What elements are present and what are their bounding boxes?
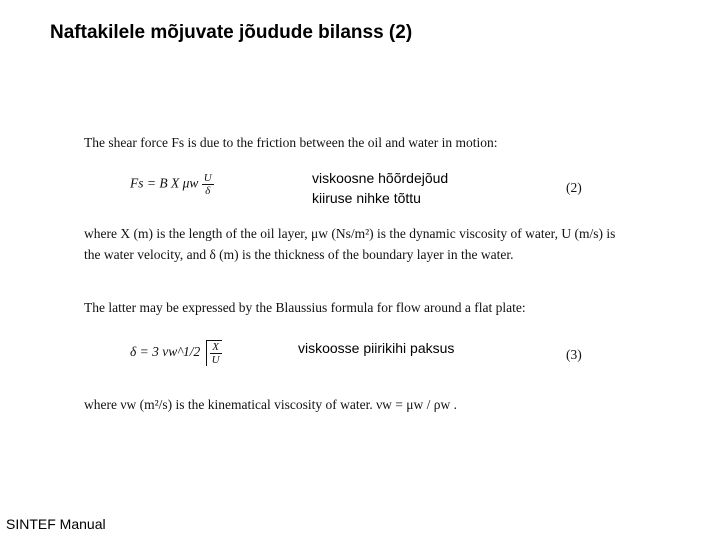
annotation-boundary-layer: viskoosse piirikihi paksus xyxy=(298,340,455,356)
equation-3-lhs: δ = 3 νw^1/2 xyxy=(130,344,201,360)
equation-3 xyxy=(130,340,222,366)
footer-source: SINTEF Manual xyxy=(6,516,106,532)
annotation-line-1: viskoosne hõõrdejõud xyxy=(312,170,449,186)
equation-2-denominator: δ xyxy=(205,185,211,197)
equation-3-numerator: X xyxy=(210,341,222,354)
text-line-where-x: where X (m) is the length of the oil layer, μw (Ns/m²) is the dynamic viscosity of water, U (m/s) is xyxy=(84,226,616,241)
text-line-shear-force: The shear force Fs is due to the friction between the oil and water in motion: xyxy=(84,135,498,150)
equation-3-number: (3) xyxy=(566,347,582,362)
annotation-viscous-friction xyxy=(312,168,448,208)
annotation-line-2: kiiruse nihke tõttu xyxy=(312,190,421,206)
text-line-blaussius: The latter may be expressed by the Blaussius formula for flow around a flat plate: xyxy=(84,300,526,315)
equation-2-numerator: U xyxy=(203,172,212,184)
equation-2-lhs: Fs = B X μw xyxy=(130,175,199,191)
text-line-water-velocity: the water velocity, and δ (m) is the thickness of the boundary layer in the water. xyxy=(84,247,514,262)
equation-2-fraction xyxy=(202,172,214,197)
equation-3-sqrt xyxy=(206,340,222,366)
equation-2-number: (2) xyxy=(566,180,582,195)
text-line-kinematic-viscosity: where νw (m²/s) is the kinematical viscosity of water. νw = μw / ρw . xyxy=(84,397,458,412)
equation-2 xyxy=(130,172,214,197)
equation-3-denominator: U xyxy=(211,354,220,366)
equation-3-fraction xyxy=(210,341,222,366)
slide-title: Naftakilele mõjuvate jõudude bilanss (2) xyxy=(50,22,413,43)
